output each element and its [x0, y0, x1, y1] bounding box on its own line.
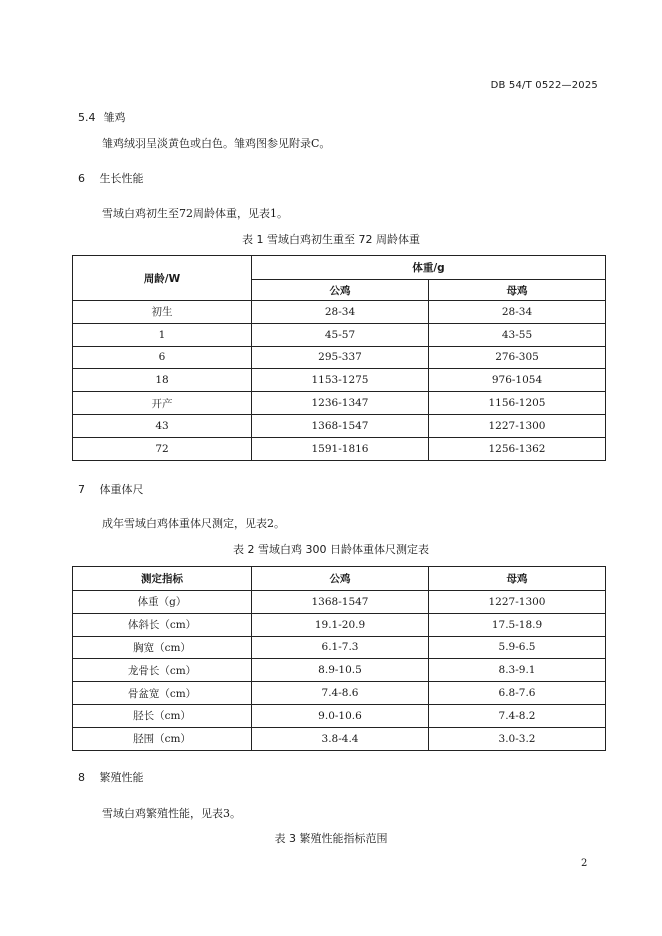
- table-cell-male: 1591-1816: [252, 437, 429, 460]
- section-title: 体重体尺: [99, 483, 144, 496]
- table-cell-index: 胸宽（cm）: [73, 636, 252, 659]
- table-cell-age: 18: [73, 369, 252, 392]
- table-cell-female: 7.4-8.2: [429, 704, 606, 727]
- section-heading-5-4: [78, 109, 126, 125]
- section-heading-7: [78, 481, 144, 497]
- table-cell-index: 体重（g）: [73, 591, 252, 614]
- table-row: [73, 704, 606, 727]
- section-heading-6: [78, 170, 144, 186]
- section-body-6: 雪域白鸡初生至72周龄体重，见表1。: [102, 207, 288, 220]
- section-title: 生长性能: [99, 172, 144, 185]
- table-cell-age: 初生: [73, 301, 252, 324]
- table-cell-male: 1368-1547: [252, 591, 429, 614]
- section-number: 5.4: [78, 111, 96, 124]
- table-row: [73, 392, 606, 415]
- table2-header-index: 测定指标: [73, 567, 252, 591]
- table-cell-age: 6: [73, 346, 252, 369]
- table-cell-male: 28-34: [252, 301, 429, 324]
- table-row: [73, 682, 606, 705]
- table-row: [73, 301, 606, 324]
- table-cell-index: 龙骨长（cm）: [73, 659, 252, 682]
- table-cell-male: 3.8-4.4: [252, 727, 429, 750]
- table1-caption: 表 1 雪域白鸡初生重至 72 周龄体重: [242, 233, 420, 246]
- table1-header-male: 公鸡: [252, 280, 429, 301]
- section-number: 7: [78, 483, 85, 496]
- table-row: [73, 369, 606, 392]
- table-row: [73, 437, 606, 460]
- document-code: DB 54/T 0522—2025: [490, 80, 598, 91]
- table-cell-index: 胫围（cm）: [73, 727, 252, 750]
- table-cell-female: 8.3-9.1: [429, 659, 606, 682]
- table-cell-male: 6.1-7.3: [252, 636, 429, 659]
- table-cell-female: 976-1054: [429, 369, 606, 392]
- table-cell-age: 43: [73, 414, 252, 437]
- table-cell-male: 295-337: [252, 346, 429, 369]
- table-cell-female: 28-34: [429, 301, 606, 324]
- table-cell-female: 1227-1300: [429, 591, 606, 614]
- table-row: [73, 591, 606, 614]
- table1-header-age: 周龄/W: [73, 256, 252, 301]
- table-row: [73, 414, 606, 437]
- table-row: [73, 346, 606, 369]
- table-cell-female: 6.8-7.6: [429, 682, 606, 705]
- section-title: 繁殖性能: [99, 771, 144, 784]
- table-cell-male: 1368-1547: [252, 414, 429, 437]
- table-cell-male: 1236-1347: [252, 392, 429, 415]
- table2-header-female: 母鸡: [429, 567, 606, 591]
- section-body-7: 成年雪域白鸡体重体尺测定，见表2。: [102, 517, 285, 530]
- table-cell-age: 1: [73, 323, 252, 346]
- table-cell-male: 19.1-20.9: [252, 613, 429, 636]
- table-cell-female: 3.0-3.2: [429, 727, 606, 750]
- table1: [72, 255, 606, 461]
- table-cell-female: 276-305: [429, 346, 606, 369]
- table-cell-age: 72: [73, 437, 252, 460]
- table-row: [73, 636, 606, 659]
- table1-header-female: 母鸡: [429, 280, 606, 301]
- table-row: [73, 659, 606, 682]
- table-cell-female: 43-55: [429, 323, 606, 346]
- table-cell-index: 骨盆宽（cm）: [73, 682, 252, 705]
- section-title: 雏鸡: [103, 111, 126, 124]
- section-body-8: 雪域白鸡繁殖性能，见表3。: [102, 807, 241, 820]
- table2-header-male: 公鸡: [252, 567, 429, 591]
- page-number: 2: [581, 858, 588, 869]
- section-body-5-4: 雏鸡绒羽呈淡黄色或白色。雏鸡图参见附录C。: [102, 137, 331, 150]
- section-number: 8: [78, 771, 85, 784]
- table-cell-female: 1227-1300: [429, 414, 606, 437]
- section-heading-8: [78, 769, 144, 785]
- table-row: [73, 323, 606, 346]
- table-cell-age: 开产: [73, 392, 252, 415]
- table-cell-female: 1156-1205: [429, 392, 606, 415]
- table1-header-weight: 体重/g: [252, 256, 606, 280]
- table-cell-female: 1256-1362: [429, 437, 606, 460]
- table-cell-index: 体斜长（cm）: [73, 613, 252, 636]
- table-cell-female: 17.5-18.9: [429, 613, 606, 636]
- table-cell-index: 胫长（cm）: [73, 704, 252, 727]
- table-cell-male: 9.0-10.6: [252, 704, 429, 727]
- table-cell-male: 8.9-10.5: [252, 659, 429, 682]
- table-cell-male: 7.4-8.6: [252, 682, 429, 705]
- section-number: 6: [78, 172, 85, 185]
- table-cell-female: 5.9-6.5: [429, 636, 606, 659]
- table-cell-male: 1153-1275: [252, 369, 429, 392]
- table2: [72, 566, 606, 751]
- table-row: [73, 727, 606, 750]
- table2-caption: 表 2 雪域白鸡 300 日龄体重体尺测定表: [233, 543, 429, 556]
- table3-caption: 表 3 繁殖性能指标范围: [274, 832, 388, 845]
- table-cell-male: 45-57: [252, 323, 429, 346]
- table-row: [73, 613, 606, 636]
